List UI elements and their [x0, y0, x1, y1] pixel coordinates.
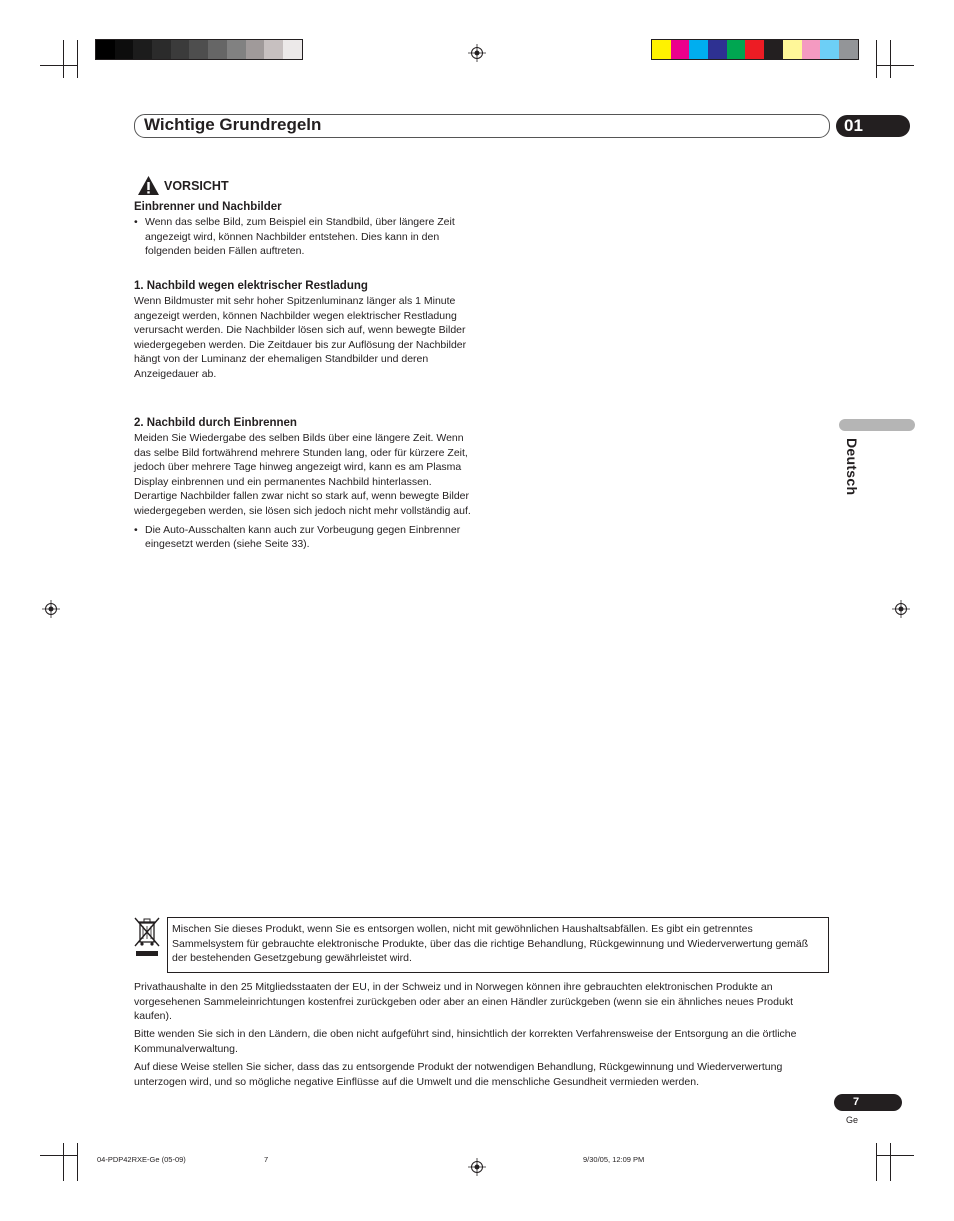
crossed-bin-icon	[133, 915, 161, 957]
print-page-number: 7	[264, 1155, 269, 1164]
list-item: • Die Auto-Ausschalten kann auch zur Vorbeugung gegen Einbrenner eingesetzt werden (siehe Seite 33).	[134, 523, 463, 552]
language-tab-label: Deutsch	[844, 438, 860, 496]
registration-mark-icon	[42, 600, 60, 618]
color-swatch	[820, 40, 839, 59]
language-tab-marker	[839, 419, 915, 431]
print-file-name: 04-PDP42RXE-Ge (05-09)	[97, 1155, 186, 1164]
crop-mark	[876, 65, 914, 66]
chapter-number-badge	[836, 115, 910, 137]
main-section	[134, 200, 474, 259]
crop-mark	[890, 1143, 891, 1181]
page-language-code: Ge	[846, 1115, 859, 1125]
crop-mark	[63, 40, 64, 78]
process-color-bar	[651, 39, 859, 60]
color-swatch	[96, 40, 115, 59]
crop-mark	[876, 1155, 914, 1156]
color-swatch	[246, 40, 265, 59]
color-swatch	[764, 40, 783, 59]
section-heading: 2. Nachbild durch Einbrennen	[134, 417, 297, 429]
color-swatch	[745, 40, 764, 59]
crop-mark	[40, 1155, 78, 1156]
section-body: Wenn Bildmuster mit sehr hoher Spitzenluminanz länger als 1 Minute angezeigt werden, können Nachbilder wegen elektrischer Restladung verursacht werden. Die Nachbilder lösen sich auf, wenn bewegte Bilder wiedergegeben werden. Die Zeitdauer bis zur Auflösung der Nachbilder hängt von der Luminanz der ehemaligen Standbilder und deren Anzeigedauer ab.	[134, 295, 467, 380]
page-number-badge	[834, 1094, 902, 1111]
chapter-number: 01	[844, 116, 863, 135]
disposal-paragraph: Privathaushalte in den 25 Mitgliedsstaaten der EU, in der Schweiz und in Norwegen können ihre gebrauchten elektronischen Produkte an vorgesehenen Sammeleinrichtungen kostenfrei zurückgeben oder aber an einen Händler zurückgeben (wenn sie ein ähnliches neues Produkt kaufen).	[134, 981, 793, 1023]
disposal-notice-text: Mischen Sie dieses Produkt, wenn Sie es entsorgen wollen, nicht mit gewöhnlichen Haushaltsabfällen. Es gibt ein getrenntes Sammelsystem für gebrauchte elektronische Produkte, über das die richtige Behandlung, Rückgewinnung und Wiederverwertung gemäß der bestehenden Gesetzgebung gewährleistet wird.	[172, 923, 809, 965]
crop-mark	[40, 65, 78, 66]
crop-mark	[890, 40, 891, 78]
disposal-paragraph: Bitte wenden Sie sich in den Ländern, die oben nicht aufgeführt sind, hinsichtlich der korrekten Verfahrensweise der Entsorgung an die örtliche Kommunalverwaltung.	[134, 1028, 797, 1055]
color-swatch	[133, 40, 152, 59]
color-swatch	[839, 40, 858, 59]
color-swatch	[652, 40, 671, 59]
color-swatch	[115, 40, 134, 59]
color-swatch	[727, 40, 746, 59]
color-swatch	[227, 40, 246, 59]
registration-mark-icon	[892, 600, 910, 618]
color-swatch	[189, 40, 208, 59]
page-number: 7	[853, 1096, 860, 1108]
crop-mark	[77, 1143, 78, 1181]
crop-mark	[63, 1143, 64, 1181]
registration-mark-icon	[468, 1158, 486, 1176]
crop-mark	[876, 1143, 877, 1181]
section-heading: Einbrenner und Nachbilder	[134, 201, 282, 213]
section-residual-charge	[134, 279, 474, 382]
color-swatch	[283, 40, 302, 59]
color-swatch	[671, 40, 690, 59]
color-swatch	[689, 40, 708, 59]
crop-mark	[876, 40, 877, 78]
list-item: • Wenn das selbe Bild, zum Beispiel ein Standbild, über längere Zeit angezeigt wird, können Nachbilder entstehen. Dies kann in den folgenden beiden Fällen auftreten.	[134, 215, 465, 259]
section-burn-in	[134, 416, 474, 552]
disposal-notice-box	[167, 917, 829, 973]
color-swatch	[171, 40, 190, 59]
color-swatch	[152, 40, 171, 59]
crop-mark	[77, 40, 78, 78]
caution-label: VORSICHT	[164, 179, 229, 193]
color-swatch	[783, 40, 802, 59]
color-swatch	[264, 40, 283, 59]
section-body: Meiden Sie Wiedergabe des selben Bilds über eine längere Zeit. Wenn das selbe Bild fortwährend mehrere Stunden lang, oder für kürzere Zeit, jedoch über mehrere Tage hinweg angezeigt wird, kann es am Plasma Display einbrennen und ein permanentes Nachbild hinterlassen. Derartige Nachbilder fallen zwar nicht so stark auf, wenn bewegte Bilder wiedergegeben werden, sie lösen sich jedoch nicht mehr vollständig auf.	[134, 432, 471, 517]
disposal-paragraph: Auf diese Weise stellen Sie sicher, dass das zu entsorgende Produkt der notwendigen Behandlung, Rückgewinnung und Wiederverwertung unterzogen wird, und so mögliche negative Einflüsse auf die Umwelt und die menschliche Gesundheit vermieden werden.	[134, 1061, 783, 1088]
print-timestamp: 9/30/05, 12:09 PM	[583, 1155, 645, 1164]
color-swatch	[208, 40, 227, 59]
warning-triangle-icon	[137, 175, 160, 196]
grayscale-color-bar	[95, 39, 303, 60]
page-title: Wichtige Grundregeln	[144, 115, 322, 134]
section-heading: 1. Nachbild wegen elektrischer Restladung	[134, 280, 368, 292]
registration-mark-icon	[468, 44, 486, 62]
color-swatch	[708, 40, 727, 59]
color-swatch	[802, 40, 821, 59]
